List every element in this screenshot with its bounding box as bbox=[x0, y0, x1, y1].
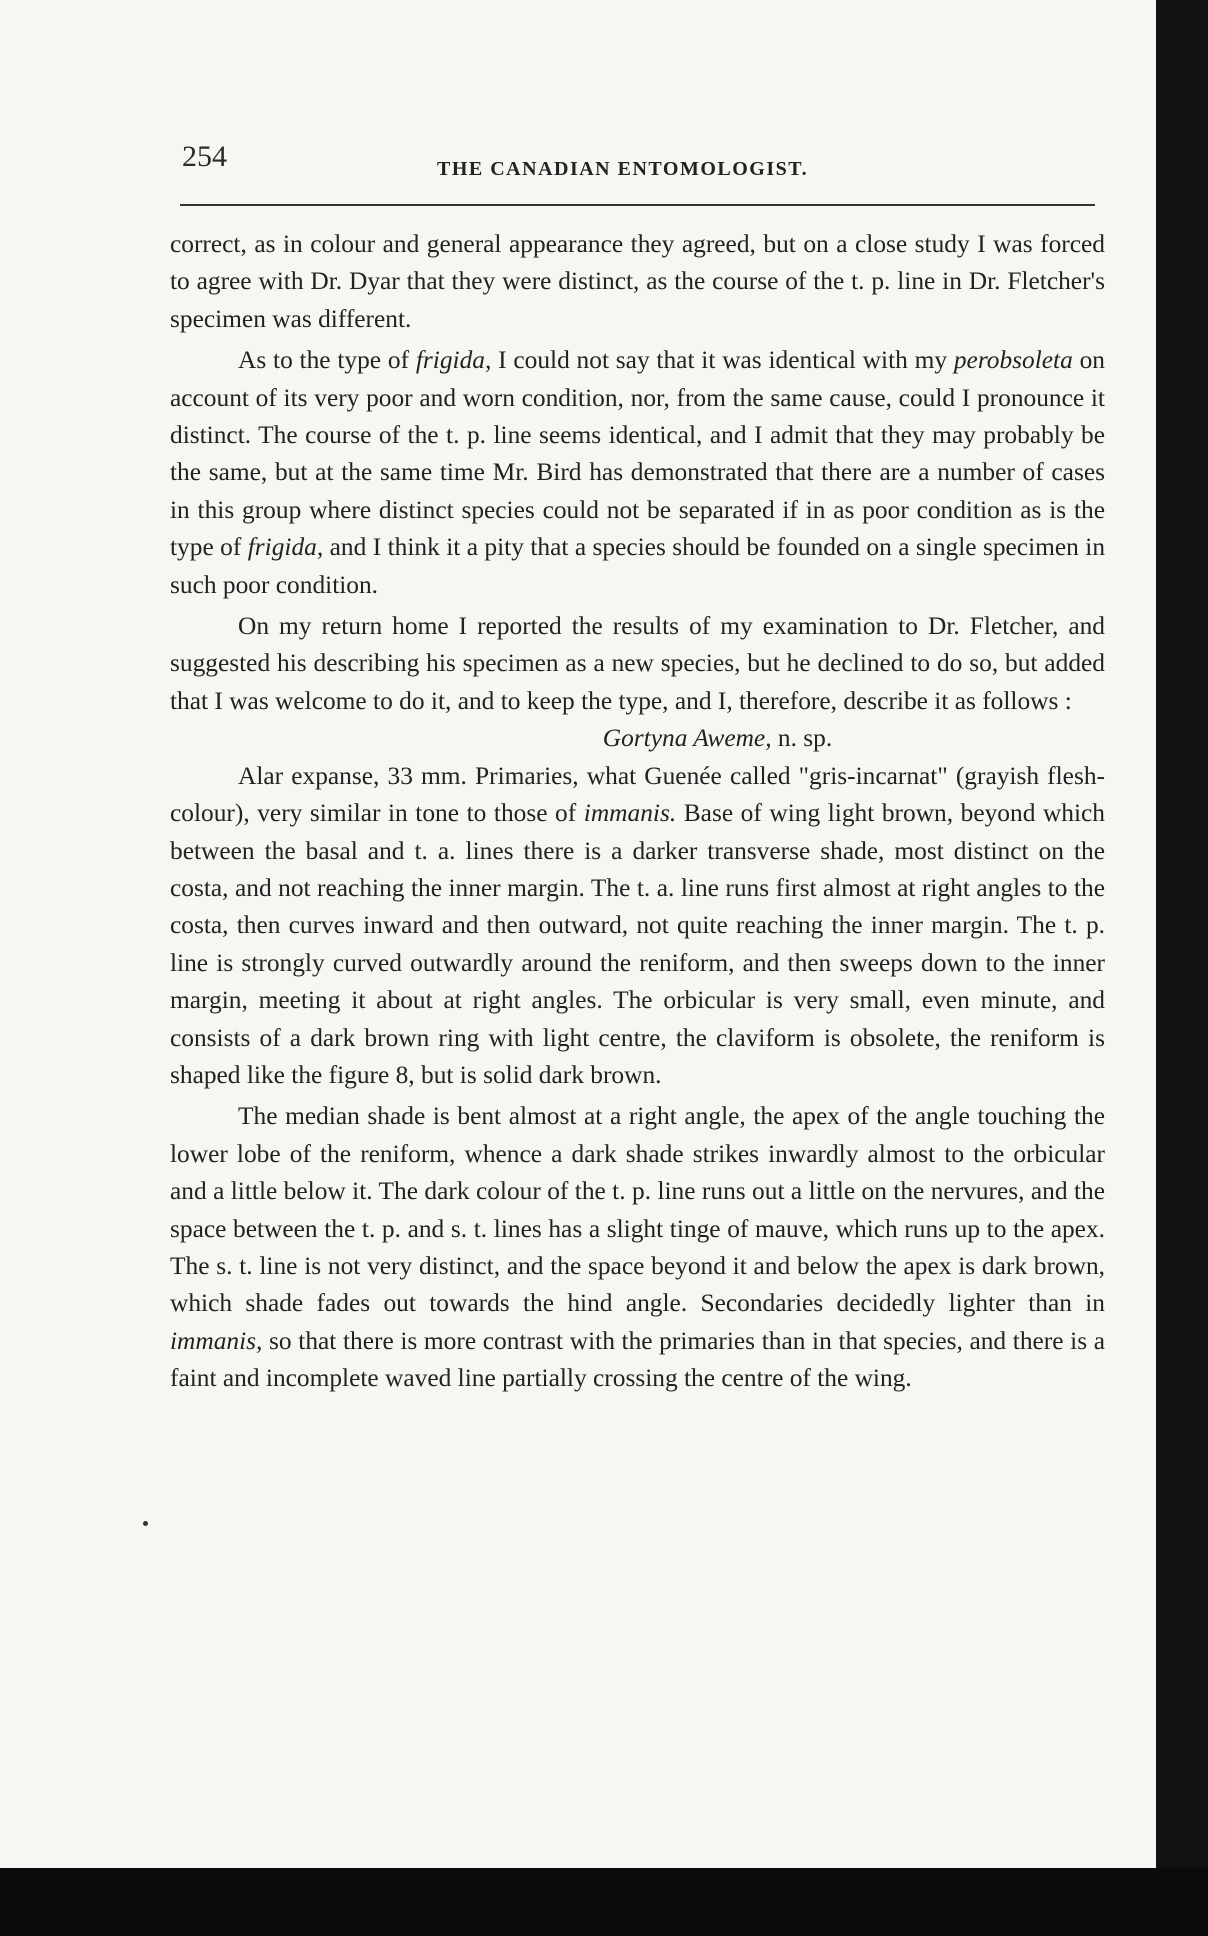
species-heading bbox=[170, 720, 1105, 757]
header-rule bbox=[180, 204, 1095, 206]
text-run: so that there is more contrast with the primaries than in that species, and there is a faint and incomplete waved line partially crossing the centre of the wing. bbox=[170, 1326, 1105, 1393]
species-name-immanis: immanis. bbox=[583, 799, 677, 828]
text-run: As to the type of bbox=[238, 346, 416, 375]
scan-border-right bbox=[1156, 0, 1208, 1936]
text-run: The median shade is bent almost at a right angle, the apex of the angle touching the lower lobe of the reniform, whence a dark shade strikes inwardly almost to the orbicular and a little below it. The dark colour of the t. p. line runs out a little on the nervures, and the space between the t. p. and s. t. lines has a slight tinge of mauve, which runs up to the apex. The s. t. line is not very distinct, and the space beyond it and below the apex is dark brown, which shade fades out towards the hind angle. Secondaries decidedly lighter than in bbox=[170, 1102, 1105, 1318]
text-run: I could not say that it was identical with my bbox=[491, 346, 954, 375]
article-body bbox=[170, 226, 1105, 1398]
text-run: Alar expanse, 33 mm. Primaries, what Guenée called "gris-incarnat" (grayish flesh-colour), very similar in tone to those of bbox=[170, 761, 1105, 828]
paragraph-median-shade bbox=[170, 1098, 1105, 1397]
species-name-frigida: frigida, bbox=[247, 533, 324, 562]
print-speck bbox=[143, 1521, 148, 1526]
species-name-frigida: frigida, bbox=[415, 346, 492, 375]
text-run: and I think it a pity that a species should be founded on a single specimen in such poor condition. bbox=[170, 533, 1106, 599]
species-suffix: n. sp. bbox=[771, 724, 833, 753]
species-name-perobsoleta: perobsoleta bbox=[953, 346, 1073, 375]
paragraph-frigida bbox=[170, 342, 1105, 604]
journal-title: THE CANADIAN ENTOMOLOGIST. bbox=[437, 158, 809, 180]
species-name-immanis: immanis, bbox=[170, 1326, 263, 1355]
page-header bbox=[182, 140, 1112, 192]
text-run: Base of wing light brown, beyond which between the basal and t. a. lines there is a darker transverse shade, most distinct on the costa, and not reaching the inner margin. The t. a. line runs first almost at right angles to the costa, then curves inward and then outward, not quite reaching the inner margin. The t. p. line is strongly curved outwardly around the reniform, and then sweeps down to the inner margin, meeting it about at right angles. The orbicular is very small, even minute, and consists of a dark brown ring with light centre, the claviform is obsolete, the reniform is shaped like the figure 8, but is solid dark brown. bbox=[170, 799, 1106, 1089]
paragraph-return-home: On my return home I reported the results of my examination to Dr. Fletcher, and suggested his describing his specimen as a new species, but he declined to do so, but added that I was welcome to do it, and to keep the type, and I, therefore, describe it as follows : bbox=[170, 612, 1105, 715]
paragraph-continuation: correct, as in colour and general appearance they agreed, but on a close study I was forced to agree with Dr. Dyar that they were distinct, as the course of the t. p. line in Dr. Fletcher's specimen was different. bbox=[170, 230, 1105, 333]
text-run: on account of its very poor and worn condition, nor, from the same cause, could I pronounce it distinct. The course of the t. p. line seems identical, and I admit that they may probably be the same, but at the same time Mr. Bird has demonstrated that there are a number of cases in this group where distinct species could not be separated if in as poor condition as is the type of bbox=[170, 346, 1105, 562]
scan-border-bottom bbox=[0, 1868, 1208, 1936]
paragraph-description bbox=[170, 758, 1105, 1095]
page-number: 254 bbox=[182, 140, 227, 173]
species-title: Gortyna Aweme, bbox=[602, 724, 772, 753]
